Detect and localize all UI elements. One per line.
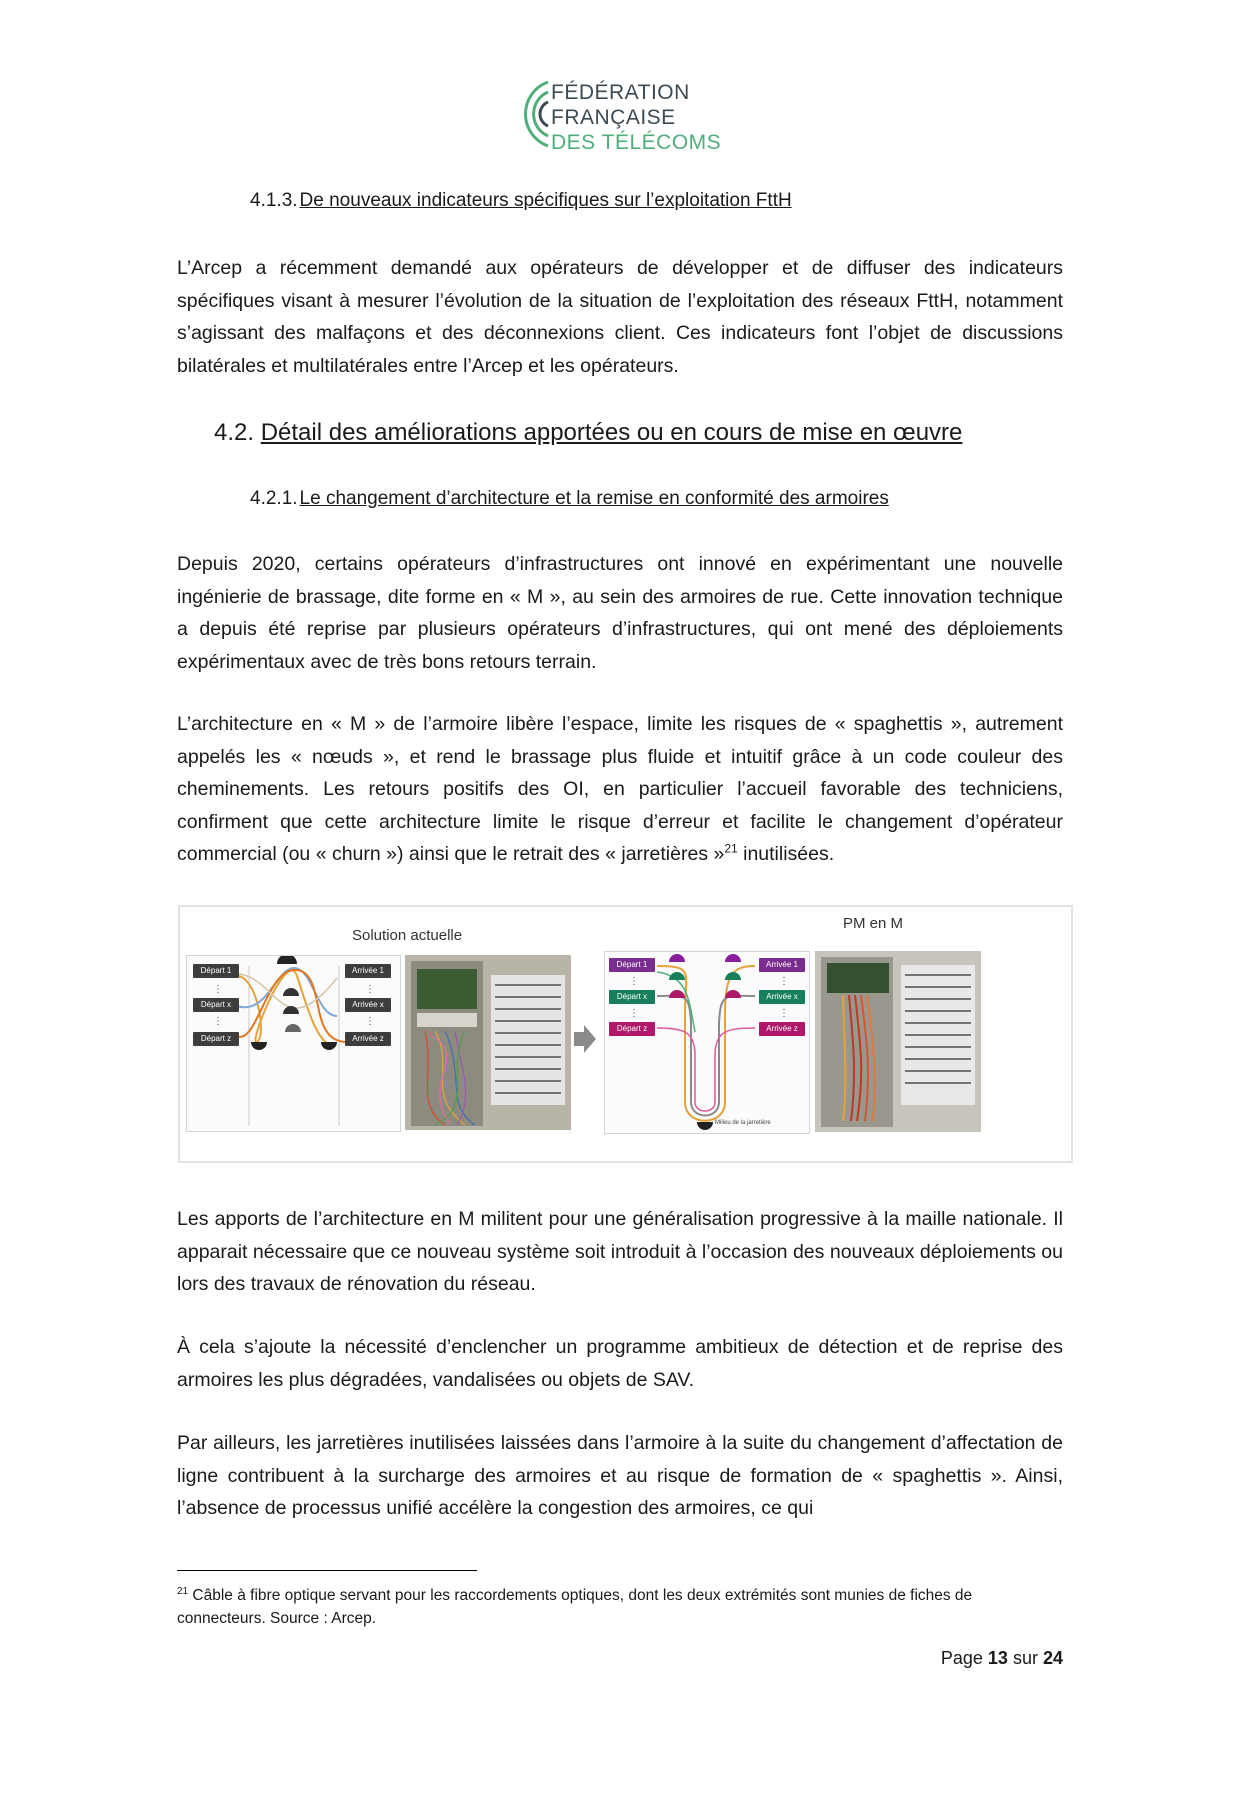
- m-diagram-slot-depart-1: Départ 1: [609, 958, 655, 972]
- diagram-ellipsis: ⋮: [779, 1008, 789, 1019]
- section-title: De nouveaux indicateurs spécifiques sur l’exploitation FttH: [299, 190, 792, 211]
- section-title: Détail des améliorations apportées ou en cours de mise en œuvre: [260, 419, 963, 446]
- footnote-separator: [177, 1570, 477, 1571]
- pm-en-m-diagram: [604, 951, 810, 1134]
- diagram-slot-depart-1: Départ 1: [193, 964, 239, 978]
- logo-line-2: FRANÇAISE: [551, 106, 676, 129]
- m-diagram-slot-depart-x: Départ x: [609, 990, 655, 1004]
- federation-logo: [508, 76, 738, 158]
- logo-line-3: DES TÉLÉCOMS: [551, 131, 722, 154]
- diagram-ellipsis: ⋮: [629, 1008, 639, 1019]
- section-title: Le changement d’architecture et la remise en conformité des armoires: [299, 488, 889, 509]
- page-current: 13: [987, 1648, 1008, 1668]
- arrow-right-icon: [574, 1025, 596, 1053]
- diagram-slot-arrivee-1: Arrivée 1: [345, 964, 391, 978]
- diagram-ellipsis: ⋮: [213, 984, 223, 995]
- footnote-mark: 21: [177, 1585, 189, 1597]
- diagram-slot-arrivee-z: Arrivée z: [345, 1032, 391, 1046]
- page-prefix: Page: [940, 1648, 988, 1668]
- paragraph-generalisation: Les apports de l’architecture en M militent pour une généralisation progressive à la maille nationale. Il apparait nécessaire que ce nouveau système soit introduit à l’occasion des nouveaux déploiements ou lors des travaux de rénovation du réseau.: [177, 1208, 1063, 1295]
- paragraph-m-architecture-intro: Depuis 2020, certains opérateurs d’infrastructures ont innové en expérimentant une nouvelle ingénierie de brassage, dite forme en « M », au sein des armoires de rue. Cette innovation technique a depuis été reprise par plusieurs opérateurs d’infrastructures, qui ont mené des déploiements expérimentaux avec de très bons retours terrain.: [177, 553, 1063, 673]
- diagram-slot-depart-x: Départ x: [193, 998, 239, 1012]
- section-heading-4-1-3: [250, 189, 792, 213]
- m-cabinet-photo: [815, 951, 981, 1132]
- logo-line-1: FÉDÉRATION: [551, 81, 690, 104]
- paragraph-jarretieres: Par ailleurs, les jarretières inutilisées laissées dans l’armoire à la suite du changement d’affectation de ligne contribuent à la surcharge des armoires et au risque de formation de « spaghettis ». Ainsi, l’absence de processus unifié accélère la congestion des armoires, ce qui: [177, 1432, 1063, 1519]
- diagram-ellipsis: ⋮: [213, 1016, 223, 1027]
- paragraph-text-end: inutilisées.: [737, 843, 835, 865]
- page-middle: sur: [1007, 1648, 1043, 1668]
- paragraph-text: L’architecture en « M » de l’armoire libère l’espace, limite les risques de « spaghettis », autrement appelés les « nœuds », et rend le brassage plus fluide et intuitif grâce à un code couleur des cheminements. Les retours positifs des OI, en particulier l’accueil favorable des techniciens, confirment que cette architecture limite le risque d’erreur et facilite le changement d’opérateur commercial (ou « churn ») ainsi que le retrait des « jarretières »: [177, 713, 1063, 865]
- section-number: 4.2.: [214, 419, 255, 446]
- m-diagram-slot-arrivee-1: Arrivée 1: [759, 958, 805, 972]
- diagram-slot-arrivee-x: Arrivée x: [345, 998, 391, 1012]
- footnote-ref[interactable]: 21: [724, 841, 738, 856]
- cabinet-photo-image: [405, 955, 571, 1130]
- figure-label-current: Solution actuelle: [352, 927, 463, 944]
- diagram-ellipsis: ⋮: [365, 984, 375, 995]
- page-total: 24: [1042, 1648, 1063, 1668]
- m-diagram-slot-arrivee-z: Arrivée z: [759, 1022, 805, 1036]
- section-heading-4-2: [214, 418, 962, 448]
- section-number: 4.1.3.: [250, 190, 298, 211]
- figure-label-pm-en-m: PM en M: [843, 915, 904, 932]
- m-diagram-slot-arrivee-x: Arrivée x: [759, 990, 805, 1004]
- logo-wordmark: [551, 80, 721, 155]
- diagram-slot-depart-z: Départ z: [193, 1032, 239, 1046]
- m-diagram-note: Milieu de la jarretière: [715, 1120, 771, 1126]
- footnote-21: [177, 1584, 1063, 1630]
- architecture-comparison-figure: [178, 905, 1073, 1163]
- paragraph-m-architecture-benefits: [177, 708, 1063, 871]
- diagram-ellipsis: ⋮: [629, 976, 639, 987]
- logo-arcs-icon: [508, 76, 556, 152]
- section-number: 4.2.1.: [250, 488, 298, 509]
- paragraph-arcep-indicators: L’Arcep a récemment demandé aux opérateurs de développer et de diffuser des indicateurs spécifiques visant à mesurer l’évolution de la situation de l’exploitation des réseaux FttH, notamment s’agissant des malfaçons et des déconnexions client. Ces indicateurs font l’objet de discussions bilatérales et multilatérales entre l’Arcep et les opérateurs.: [177, 257, 1063, 377]
- current-solution-diagram: [186, 955, 401, 1132]
- m-diagram-slot-depart-z: Départ z: [609, 1022, 655, 1036]
- paragraph-reprise-programme: À cela s’ajoute la nécessité d’enclencher un programme ambitieux de détection et de reprise des armoires les plus dégradées, vandalisées ou objets de SAV.: [177, 1336, 1063, 1391]
- diagram-ellipsis: ⋮: [779, 976, 789, 987]
- footnote-text: Câble à fibre optique servant pour les raccordements optiques, dont les deux extrémités sont munies de fiches de connecteurs. Source : Arcep.: [177, 1587, 973, 1627]
- m-cabinet-photo-image: [815, 951, 981, 1132]
- diagram-ellipsis: ⋮: [365, 1016, 375, 1027]
- section-heading-4-2-1: [250, 487, 889, 511]
- page-number: [900, 1648, 1063, 1669]
- current-cabinet-photo: [405, 955, 571, 1130]
